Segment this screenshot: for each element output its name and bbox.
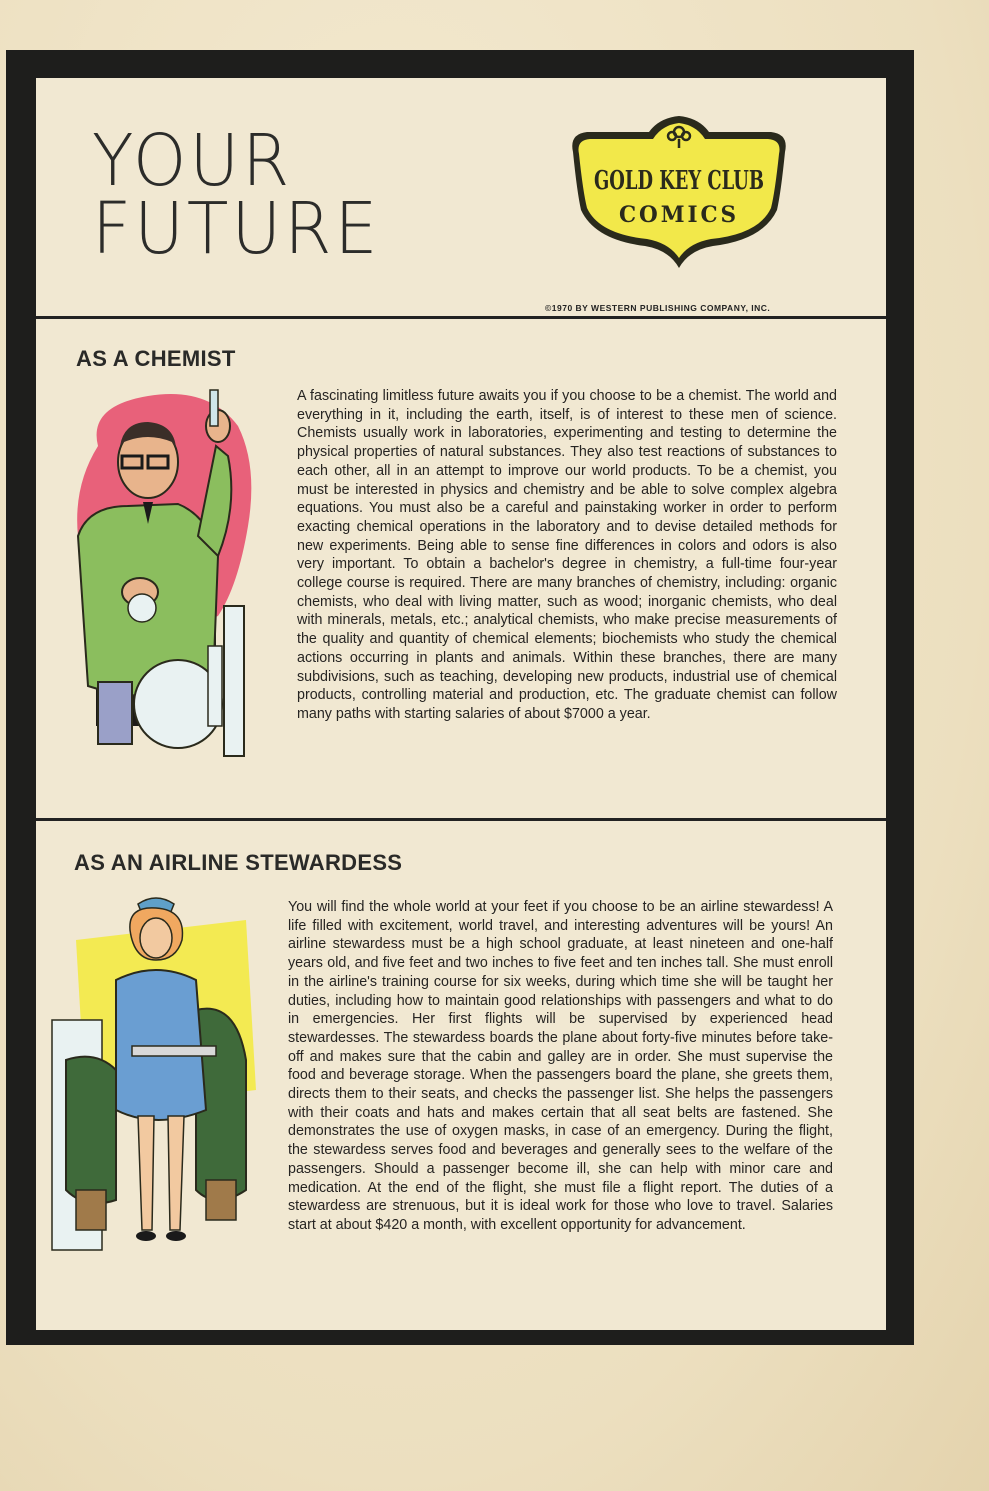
chemist-heading: AS A CHEMIST (76, 346, 236, 371)
section-divider (36, 818, 886, 821)
title-line-2: FUTURE (92, 188, 381, 271)
stewardess-illustration (46, 890, 272, 1280)
stewardess-body-text: You will find the whole world at your feet if you choose to be an airline stewardess! A life filled with excitement, world travel, and interesting adventures will be yours! An airline stewardess must be a high school graduate, at least nineteen and one-half years old, and five feet and two inches to five feet and ten inches tall. She must enroll in the airline's training course for six weeks, during which time she will be taught her duties, including how to maintain good relationships with passengers and what to do in emergencies. Her first flights will be supervised by experienced head stewardesses. The stewardess boards the plane about forty-five minutes before take-off and makes sure that the cabin and galley are in order. She must supervise the food and beverage storage. When the passengers board the plane, she greets them, directs them to their seats, and checks the passenger list. She helps the passengers with their coats and hats and makes certain that all seat belts are fastened. She demonstrates the use of oxygen masks, in case of an emergency. During the flight, the stewardess serves food and beverages and generally sees to the welfare of the passengers. Should a passenger become ill, she can help with minor care and medication. At the end of the flight, she must file a flight report. The duties of a stewardess are strenuous, but it is ideal work for those who love to travel. Salaries start at about $420 a month, with excellent opportunity for advancement. (288, 899, 833, 1233)
logo-line-2: COMICS (619, 202, 739, 228)
header-divider (36, 316, 886, 319)
chemist-body-text: A fascinating limitless future awaits you if you choose to be a chemist. The world and everything in it, including the earth, itself, is of interest to these men of science. Chemists usually work in laboratories, experimenting and testing to determine the physical properties of natural substances. They also test reactions of substances to each other, all in an attempt to improve our world products. To be a chemist, you must be interested in physics and chemistry and be able to solve complex algebra equations. You must also be a careful and painstaking worker in order to perform exacting chemical operations in the laboratory and to devise detailed methods for new experiments. Being able to sense fine differences in colors and odors is also very important. To obtain a bachelor's degree in chemistry, a full-time four-year college course is required. There are many branches of chemistry, including: organic chemists, who deal with living matter, such as wood; inorganic chemists, who deal with minerals, metals, etc.; analytical chemists, who make precise measurements of the quality and quantity of chemical elements; biochemists who study the chemical actions occurring in plants and animals. Within these branches, there are many subdivisions, such as teaching, developing new products, industrial use of chemical products, controlling material and production, etc. The graduate chemist can follow many paths with starting salaries of about $7000 a year. (297, 388, 837, 722)
logo-line-1: GOLD KEY CLUB (594, 166, 764, 196)
gold-key-club-logo (563, 112, 795, 270)
chemist-illustration (68, 386, 268, 778)
stewardess-heading: AS AN AIRLINE STEWARDESS (74, 850, 403, 875)
title-line-1: YOUR (92, 120, 293, 203)
copyright-notice: ©1970 BY WESTERN PUBLISHING COMPANY, INC. (545, 303, 771, 313)
